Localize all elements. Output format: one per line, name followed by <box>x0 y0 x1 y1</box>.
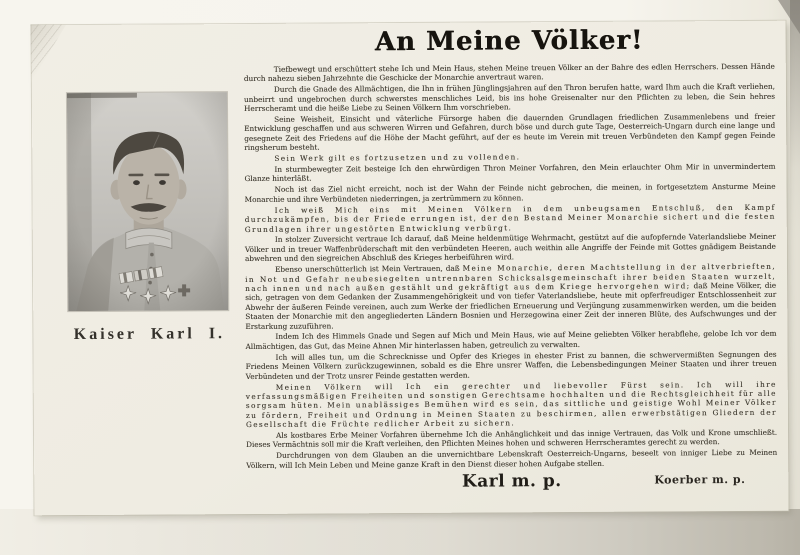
paragraph-5: In sturmbewegter Zeit besteige Ich den ehrwürdigen Thron Meiner Vorfahren, den Mein erlauchter Ohm Mir in unvermindertem Glanze hinterläßt. <box>244 161 776 184</box>
portrait-illustration <box>67 92 228 311</box>
paragraph-10: Indem Ich des Himmels Gnade und Segen auf Mich und Mein Haus, wie auf Meine geliebten Völker herabflehe, gelobe Ich vor dem Allmächtigen, das Gut, das Meine Ahnen Mir hinterlassen haben, getreulich zu verwalten. <box>245 329 777 351</box>
signature-karl: Karl m. p. <box>461 471 562 492</box>
portrait-caption: Kaiser Karl I. <box>73 325 226 344</box>
paragraph-4: Sein Werk gilt es fortzusetzen und zu vollenden. <box>274 152 521 163</box>
paragraph-6: Noch ist das Ziel nicht erreicht, noch ist der Wahn der Feinde nicht gebrochen, die meinen, in fortgesetztem Ansturme Meine Monarchie und ihre Verbündeten niederringen, ja zertrümmern zu können. <box>244 182 776 204</box>
paragraph-9-emphasized: Meine Monarchie, deren Machtstellung in der altverbrieften, in Not und Gefahr neubesiegelten untrennbaren Schicksalsgemeinschaft ihrer beiden Staaten wurzelt, nach innen und nach außen gestählt und gekräftigt aus dem Kriege hervorgehen wird; <box>245 261 777 293</box>
paragraph-14: Durchdrungen von dem Glauben an die unvernichtbare Lebenskraft Oesterreich-Ungarns, beseelt von inniger Liebe zu Meinen Völkern, will Ich Mein Leben und Meine ganze Kraft in den Dienst dieser hohen Aufgabe stellen. <box>246 448 778 470</box>
paragraph-7: Ich weiß Mich eins mit Meinen Völkern in dem unbeugsamen Entschluß, den Kampf durchzukämpfen, bis der Friede errungen ist, der den Bestand Meiner Monarchie sichert und die festen Grundlagen ihrer ungestörten Entwicklung verbürgt. <box>244 202 776 234</box>
proclamation-text <box>244 25 778 493</box>
postcard <box>32 21 789 516</box>
paragraph-12: Meinen Völkern will Ich ein gerechter und liebevoller Fürst sein. Ich will ihre verfassungsmäßigen Freiheiten und sonstigen Gerechtsame hochhalten und die Rechtsgleichheit für alle sorgsam hüten. Mein unablässiges Bemühen wird es sein, das sittliche und geistige Wohl Meiner Völker zu fördern, Freiheit und Ordnung in Meinen Staaten zu beschirmen, allen erwerbstätigen Gliedern der Gesellschaft die Früchte redlicher Arbeit zu sichern. <box>245 379 777 430</box>
kaiser-portrait-photo <box>67 92 228 311</box>
proclamation-title: An Meine Völker! <box>374 25 644 58</box>
paragraph-9 <box>245 262 776 331</box>
scanner-background-shadow <box>0 509 800 555</box>
paragraph-13: Als kostbares Erbe Meiner Vorfahren übernehme Ich die Anhänglichkeit und das innige Vertrauen, das Volk und Krone umschließt. Dieses Vermächtnis soll mir die Kraft verleihen, den Pflichten Meines hohen und schweren Herrscheramtes gerecht zu werden. <box>246 427 778 450</box>
signature-koerber: Koerber m. p. <box>654 472 746 487</box>
paragraph-8: In stolzer Zuversicht vertraue Ich darauf, daß Meine heldenmütige Wehrmacht, gestützt auf die aufopfernde Vaterlandsliebe Meiner Völker und in treuer Waffenbrüderschaft mit den verbündeten Heeren, auch weithin alle Angriffe der Feinde mit Gottes gnädigem Beistande abwehren und den siegreichen Abschluß des Krieges herbeiführen wird. <box>244 232 776 264</box>
paragraph-1: Tiefbewegt und erschüttert stehe Ich und Mein Haus, stehen Meine treuen Völker an der Bahre des edlen Herrschers. Dessen Hände durch nahezu sieben Jahrzehnte die Geschicke der Monarchie anvertraut waren. <box>243 61 775 84</box>
paragraph-2: Durch die Gnade des Allmächtigen, die Ihn in frühen Jünglingsjahren auf den Thron berufen hatte, ward Ihm auch die Kraft verliehen, unbeirrt und ungebrochen durch schwerstes menschliches Leid, bis ins hohe Greisenalter nur den Pflichten zu leben, die Sein hehres Herrscheramt und die heiße Liebe zu Seinen Völkern Ihm vorschrieben. <box>243 82 775 114</box>
corner-crease <box>31 24 67 82</box>
paragraph-3: Seine Weisheit, Einsicht und väterliche Fürsorge haben die dauernden Grundlagen friedlichen Zusammenlebens und freier Entwicklung geschaffen und aus schweren Wirren und Gefahren, durch böse und durch gute Tage, Oesterreich-Ungarn durch eine lange und gesegnete Zeit des Friedens auf die Höhe der Macht geführt, auf der es heute im Verein mit treuen Verbündeten den Kampf gegen Feinde ringsherum besteht. <box>244 111 776 153</box>
paragraph-9-rest: daß Meine Völker, die sich, getragen von dem Gedanken der Zusammengehörigkeit und von tiefer Vaterlandsliebe, heute mit opferfreudiger Entschlossenheit zur Abwehr der äußeren Feinde vereinen, auch zum Werke der friedlichen Erneuerung und Verjüngung zusammenwirken werden, um die beiden Staaten der Monarchie mit den angegliederten Ländern Bosnien und Herzegowina einer Zeit der inneren Blüte, des Aufschwunges und der Erstarkung zuzuführen. <box>245 280 777 331</box>
scan-edge-shade <box>790 0 800 240</box>
paragraph-11: Ich will alles tun, um die Schrecknisse und Opfer des Krieges in ehester Frist zu bannen, die schwervermißten Segnungen des Friedens Meinen Völkern zurückzugewinnen, sobald es die Ehre unsrer Waffen, die Lebensbedingungen Meiner Staaten und ihrer treuen Verbündeten und der Trotz unsrer Feinde gestatten werden. <box>245 349 777 381</box>
paragraph-9-intro: Ebenso unerschütterlich ist Mein Vertrauen, daß <box>274 263 463 274</box>
